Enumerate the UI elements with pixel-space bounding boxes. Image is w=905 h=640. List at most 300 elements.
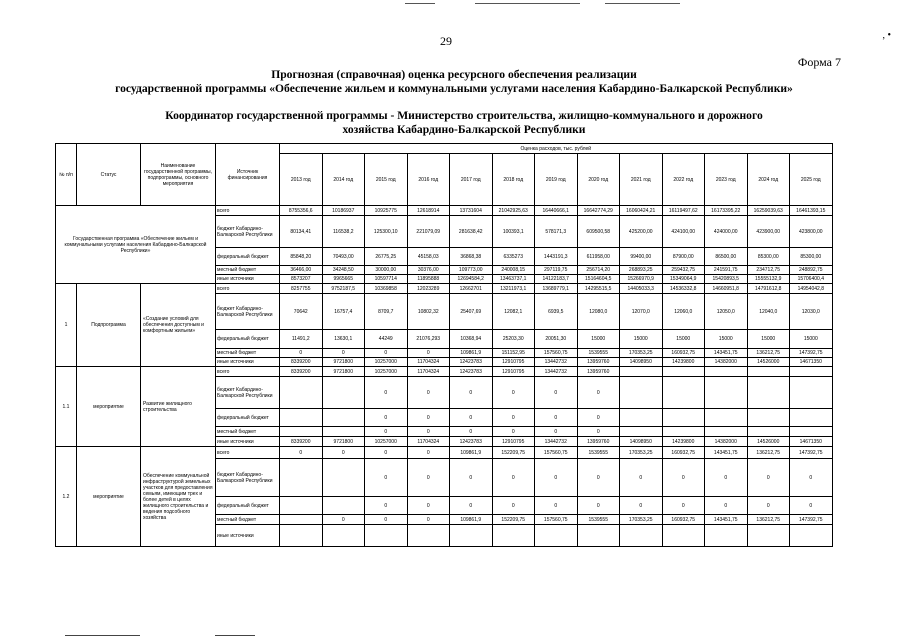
resource-table <box>55 143 833 547</box>
source-label: иные источники <box>216 358 280 367</box>
header-year: 2016 год <box>407 154 450 206</box>
source-label: иные источники <box>216 525 280 547</box>
value-cell: 13689779,1 <box>535 284 578 294</box>
row-name: Развитие жилищного строительства <box>141 367 216 447</box>
value-cell <box>705 525 748 547</box>
value-cell: 0 <box>662 459 705 497</box>
value-cell: 425200,00 <box>620 216 663 248</box>
top-rule <box>605 3 680 4</box>
value-cell: 12030,0 <box>790 294 833 330</box>
value-cell: 11704324 <box>407 358 450 367</box>
value-cell: 25203,30 <box>492 330 535 349</box>
source-label: местный бюджет <box>216 349 280 358</box>
value-cell: 25407,69 <box>450 294 493 330</box>
value-cell: 0 <box>407 349 450 358</box>
value-cell <box>662 409 705 427</box>
value-cell: 9721800 <box>322 367 365 377</box>
value-cell <box>790 427 833 437</box>
table-row <box>56 447 833 459</box>
value-cell: 221079,09 <box>407 216 450 248</box>
value-cell: 8339200 <box>280 358 323 367</box>
value-cell: 8573207 <box>280 275 323 284</box>
form-label: Форма 7 <box>797 55 841 69</box>
value-cell: 14671350 <box>790 437 833 447</box>
header-year: 2013 год <box>280 154 323 206</box>
coordinator-line-1: Координатор государственной программы - Министерство строительства, жилищно-коммунального и дорожного <box>165 109 763 122</box>
value-cell: 8709,7 <box>365 294 408 330</box>
value-cell: 424100,00 <box>662 216 705 248</box>
value-cell: 14660951,8 <box>705 284 748 294</box>
value-cell: 9752187,5 <box>322 284 365 294</box>
value-cell: 10925775 <box>365 206 408 216</box>
scan-mark: , • <box>882 30 891 41</box>
value-cell: 10368,94 <box>450 330 493 349</box>
value-cell: 0 <box>407 377 450 409</box>
source-label: федеральный бюджет <box>216 248 280 266</box>
value-cell: 16440666,1 <box>535 206 578 216</box>
value-cell: 234712,75 <box>747 266 790 275</box>
value-cell: 86500,00 <box>705 248 748 266</box>
value-cell <box>705 367 748 377</box>
source-label: всего <box>216 206 280 216</box>
value-cell: 0 <box>365 427 408 437</box>
value-cell: 14382000 <box>705 437 748 447</box>
value-cell <box>790 409 833 427</box>
value-cell <box>322 459 365 497</box>
value-cell: 0 <box>790 497 833 515</box>
value-cell: 0 <box>365 515 408 525</box>
value-cell: 14671350 <box>790 358 833 367</box>
value-cell: 13731604 <box>450 206 493 216</box>
value-cell: 13959760 <box>577 358 620 367</box>
value-cell: 0 <box>705 459 748 497</box>
value-cell: 11704324 <box>407 437 450 447</box>
bottom-rule <box>65 635 140 636</box>
value-cell <box>747 525 790 547</box>
value-cell <box>535 525 578 547</box>
value-cell: 12662701 <box>450 284 493 294</box>
header-status: Статус <box>77 144 141 206</box>
source-label: иные источники <box>216 437 280 447</box>
value-cell: 0 <box>492 409 535 427</box>
header-year: 2018 год <box>492 154 535 206</box>
value-cell <box>662 427 705 437</box>
row-status: Подпрограмма <box>77 284 141 367</box>
value-cell: 14536332,8 <box>662 284 705 294</box>
header-year: 2014 год <box>322 154 365 206</box>
source-label: местный бюджет <box>216 515 280 525</box>
value-cell <box>747 377 790 409</box>
row-num: 1 <box>56 284 77 367</box>
value-cell: 16119497,62 <box>662 206 705 216</box>
value-cell: 160932,75 <box>662 515 705 525</box>
value-cell: 248892,75 <box>790 266 833 275</box>
value-cell <box>577 525 620 547</box>
value-cell: 11895888 <box>407 275 450 284</box>
value-cell: 147392,75 <box>790 349 833 358</box>
value-cell: 15000 <box>747 330 790 349</box>
value-cell: 10597714 <box>365 275 408 284</box>
value-cell <box>407 525 450 547</box>
value-cell: 11704324 <box>407 367 450 377</box>
value-cell: 9721800 <box>322 358 365 367</box>
value-cell: 14791612,8 <box>747 284 790 294</box>
value-cell: 0 <box>535 497 578 515</box>
value-cell: 136212,75 <box>747 349 790 358</box>
value-cell: 0 <box>280 349 323 358</box>
top-rule <box>475 3 580 4</box>
value-cell: 1539555 <box>577 515 620 525</box>
value-cell <box>747 367 790 377</box>
value-cell: 0 <box>407 447 450 459</box>
value-cell: 157560,75 <box>535 515 578 525</box>
value-cell: 611958,00 <box>577 248 620 266</box>
value-cell: 0 <box>577 427 620 437</box>
value-cell <box>790 367 833 377</box>
value-cell: 0 <box>535 409 578 427</box>
value-cell: 256714,20 <box>577 266 620 275</box>
value-cell: 85848,20 <box>280 248 323 266</box>
value-cell: 0 <box>407 459 450 497</box>
value-cell: 0 <box>280 447 323 459</box>
value-cell: 0 <box>790 459 833 497</box>
value-cell: 160932,75 <box>662 447 705 459</box>
value-cell: 21042925,63 <box>492 206 535 216</box>
value-cell: 0 <box>407 427 450 437</box>
value-cell <box>322 525 365 547</box>
value-cell <box>280 497 323 515</box>
value-cell: 13959760 <box>577 367 620 377</box>
value-cell: 0 <box>365 459 408 497</box>
value-cell: 424000,00 <box>705 216 748 248</box>
value-cell: 423800,00 <box>790 216 833 248</box>
value-cell: 99400,00 <box>620 248 663 266</box>
value-cell <box>790 525 833 547</box>
value-cell: 0 <box>407 515 450 525</box>
value-cell: 0 <box>322 447 365 459</box>
value-cell: 241591,75 <box>705 266 748 275</box>
value-cell: 143451,75 <box>705 515 748 525</box>
value-cell: 0 <box>535 459 578 497</box>
value-cell: 13442732 <box>535 437 578 447</box>
value-cell: 423900,00 <box>747 216 790 248</box>
value-cell: 14295515,5 <box>577 284 620 294</box>
value-cell <box>620 427 663 437</box>
value-cell: 0 <box>450 497 493 515</box>
value-cell: 14239800 <box>662 437 705 447</box>
source-label: бюджет Кабардино-Балкарской Республики <box>216 294 280 330</box>
value-cell: 16461393,15 <box>790 206 833 216</box>
row-name: «Создание условий для обеспечения доступным и комфортным жильем» <box>141 284 216 367</box>
value-cell: 20051,30 <box>535 330 578 349</box>
bottom-rule <box>215 635 255 636</box>
value-cell <box>662 525 705 547</box>
header-year: 2017 год <box>450 154 493 206</box>
source-label: федеральный бюджет <box>216 330 280 349</box>
value-cell: 70642 <box>280 294 323 330</box>
value-cell: 15266970,9 <box>620 275 663 284</box>
value-cell: 136212,75 <box>747 515 790 525</box>
header-year: 2021 год <box>620 154 663 206</box>
value-cell <box>322 409 365 427</box>
value-cell: 15420893,5 <box>705 275 748 284</box>
value-cell: 0 <box>747 497 790 515</box>
value-cell: 259432,75 <box>662 266 705 275</box>
value-cell: 13959760 <box>577 437 620 447</box>
value-cell: 80134,41 <box>280 216 323 248</box>
source-label: всего <box>216 367 280 377</box>
header-num: № п/п <box>56 144 77 206</box>
value-cell: 0 <box>577 409 620 427</box>
source-label: федеральный бюджет <box>216 409 280 427</box>
value-cell: 157560,75 <box>535 349 578 358</box>
value-cell: 12694584,2 <box>450 275 493 284</box>
value-cell: 0 <box>322 349 365 358</box>
title-line-1: Прогнозная (справочная) оценка ресурсного обеспечения реализации <box>271 68 637 81</box>
header-source: Источник финансирования <box>216 144 280 206</box>
value-cell: 13442732 <box>535 367 578 377</box>
source-label: бюджет Кабардино-Балкарской Республики <box>216 459 280 497</box>
value-cell: 16259039,63 <box>747 206 790 216</box>
value-cell: 0 <box>577 497 620 515</box>
table-row <box>56 367 833 377</box>
value-cell: 0 <box>747 459 790 497</box>
page-number: 29 <box>440 34 452 48</box>
coordinator-line-2: хозяйства Кабардино-Балкарской Республики <box>342 123 586 136</box>
value-cell: 8339200 <box>280 437 323 447</box>
value-cell: 14526000 <box>747 437 790 447</box>
value-cell: 45158,03 <box>407 248 450 266</box>
value-cell: 16173395,22 <box>705 206 748 216</box>
value-cell: 12423783 <box>450 358 493 367</box>
value-cell: 10186937 <box>322 206 365 216</box>
value-cell: 147392,75 <box>790 447 833 459</box>
value-cell: 14098950 <box>620 358 663 367</box>
value-cell: 26775,25 <box>365 248 408 266</box>
value-cell <box>280 525 323 547</box>
value-cell: 85300,00 <box>747 248 790 266</box>
value-cell: 1539555 <box>577 447 620 459</box>
value-cell: 12060,0 <box>662 294 705 330</box>
header-name: Наименование государственной программы, подпрограммы, основного мероприятия <box>141 144 216 206</box>
value-cell: 12080,0 <box>577 294 620 330</box>
value-cell <box>705 409 748 427</box>
value-cell <box>705 377 748 409</box>
value-cell: 12070,0 <box>620 294 663 330</box>
value-cell: 8339200 <box>280 367 323 377</box>
value-cell <box>747 409 790 427</box>
value-cell: 16757,4 <box>322 294 365 330</box>
value-cell: 14122183,7 <box>535 275 578 284</box>
value-cell: 10257000 <box>365 437 408 447</box>
value-cell: 578171,3 <box>535 216 578 248</box>
header-year: 2020 год <box>577 154 620 206</box>
header-year: 2019 год <box>535 154 578 206</box>
value-cell: 151152,95 <box>492 349 535 358</box>
value-cell: 13211973,1 <box>492 284 535 294</box>
value-cell: 170353,25 <box>620 447 663 459</box>
value-cell: 170353,25 <box>620 515 663 525</box>
value-cell: 12423783 <box>450 437 493 447</box>
value-cell: 12423783 <box>450 367 493 377</box>
value-cell: 13630,1 <box>322 330 365 349</box>
value-cell: 0 <box>450 377 493 409</box>
value-cell: 11491,2 <box>280 330 323 349</box>
value-cell: 1539555 <box>577 349 620 358</box>
value-cell: 30000,00 <box>365 266 408 275</box>
value-cell: 0 <box>365 409 408 427</box>
value-cell: 85300,00 <box>790 248 833 266</box>
value-cell: 15000 <box>705 330 748 349</box>
value-cell: 0 <box>407 497 450 515</box>
value-cell: 109861,9 <box>450 349 493 358</box>
source-label: иные источники <box>216 275 280 284</box>
value-cell: 12910795 <box>492 358 535 367</box>
value-cell: 36466,00 <box>280 266 323 275</box>
value-cell: 15000 <box>790 330 833 349</box>
value-cell <box>280 515 323 525</box>
value-cell: 9965665 <box>322 275 365 284</box>
value-cell: 12050,0 <box>705 294 748 330</box>
value-cell <box>620 367 663 377</box>
value-cell <box>280 427 323 437</box>
value-cell <box>322 497 365 515</box>
header-expenses: Оценка расходов, тыс. рублей <box>280 144 833 154</box>
value-cell <box>280 409 323 427</box>
source-label: федеральный бюджет <box>216 497 280 515</box>
value-cell <box>322 427 365 437</box>
value-cell: 44249 <box>365 330 408 349</box>
value-cell: 143451,75 <box>705 447 748 459</box>
value-cell: 147392,75 <box>790 515 833 525</box>
value-cell: 0 <box>577 459 620 497</box>
value-cell: 9721800 <box>322 437 365 447</box>
value-cell: 15000 <box>662 330 705 349</box>
value-cell: 10257000 <box>365 367 408 377</box>
value-cell: 0 <box>535 427 578 437</box>
header-year: 2022 год <box>662 154 705 206</box>
row-status: мероприятие <box>77 447 141 547</box>
value-cell: 0 <box>407 409 450 427</box>
row-num: 1.2 <box>56 447 77 547</box>
header-year: 2024 год <box>747 154 790 206</box>
value-cell: 15555132,9 <box>747 275 790 284</box>
value-cell: 14405033,3 <box>620 284 663 294</box>
row-status: мероприятие <box>77 367 141 447</box>
value-cell: 10802,32 <box>407 294 450 330</box>
table-row <box>56 206 833 216</box>
value-cell: 12618914 <box>407 206 450 216</box>
source-label: бюджет Кабардино-Балкарской Республики <box>216 377 280 409</box>
value-cell: 6335273 <box>492 248 535 266</box>
value-cell: 15000 <box>620 330 663 349</box>
value-cell: 0 <box>577 377 620 409</box>
table-row <box>56 284 833 294</box>
top-rule <box>405 3 435 4</box>
value-cell: 6939,5 <box>535 294 578 330</box>
value-cell: 0 <box>620 497 663 515</box>
value-cell: 12023289 <box>407 284 450 294</box>
value-cell <box>280 459 323 497</box>
value-cell: 143451,75 <box>705 349 748 358</box>
value-cell: 0 <box>450 427 493 437</box>
value-cell: 13463737,1 <box>492 275 535 284</box>
value-cell: 109773,00 <box>450 266 493 275</box>
value-cell: 109861,9 <box>450 515 493 525</box>
value-cell: 0 <box>322 515 365 525</box>
value-cell <box>620 377 663 409</box>
value-cell: 16642774,29 <box>577 206 620 216</box>
value-cell: 13442732 <box>535 358 578 367</box>
header-year: 2023 год <box>705 154 748 206</box>
value-cell: 36868,38 <box>450 248 493 266</box>
source-label: бюджет Кабардино-Балкарской Республики <box>216 216 280 248</box>
value-cell: 0 <box>492 427 535 437</box>
value-cell: 0 <box>365 377 408 409</box>
title-line-2: государственной программы «Обеспечение жильем и коммунальными услугами населения Кабардино-Балкарской Республики» <box>115 82 793 95</box>
value-cell <box>790 377 833 409</box>
value-cell: 152209,75 <box>492 515 535 525</box>
program-name: Государственная программа «Обеспечение жильем и коммунальными услугами населения Кабардино-Балкарской Республики» <box>56 206 216 284</box>
value-cell: 12910795 <box>492 367 535 377</box>
value-cell: 12082,1 <box>492 294 535 330</box>
value-cell: 157560,75 <box>535 447 578 459</box>
value-cell: 14239800 <box>662 358 705 367</box>
value-cell <box>662 377 705 409</box>
value-cell: 268893,25 <box>620 266 663 275</box>
header-year: 2025 год <box>790 154 833 206</box>
value-cell: 0 <box>620 459 663 497</box>
value-cell <box>705 427 748 437</box>
value-cell <box>280 377 323 409</box>
value-cell: 8257755 <box>280 284 323 294</box>
value-cell: 136212,75 <box>747 447 790 459</box>
value-cell: 87900,00 <box>662 248 705 266</box>
value-cell: 8755356,6 <box>280 206 323 216</box>
value-cell: 14526000 <box>747 358 790 367</box>
value-cell: 116538,2 <box>322 216 365 248</box>
value-cell: 0 <box>365 349 408 358</box>
value-cell: 0 <box>450 459 493 497</box>
value-cell: 16060424,21 <box>620 206 663 216</box>
value-cell: 15349064,9 <box>662 275 705 284</box>
value-cell: 240008,15 <box>492 266 535 275</box>
value-cell: 152209,75 <box>492 447 535 459</box>
value-cell: 0 <box>662 497 705 515</box>
value-cell: 0 <box>705 497 748 515</box>
source-label: всего <box>216 284 280 294</box>
value-cell: 21076,293 <box>407 330 450 349</box>
page-title <box>30 68 878 96</box>
value-cell: 12910795 <box>492 437 535 447</box>
value-cell: 14382000 <box>705 358 748 367</box>
value-cell: 30376,00 <box>407 266 450 275</box>
value-cell: 160932,75 <box>662 349 705 358</box>
value-cell: 170353,25 <box>620 349 663 358</box>
value-cell: 15000 <box>577 330 620 349</box>
value-cell: 109861,9 <box>450 447 493 459</box>
value-cell: 15164604,5 <box>577 275 620 284</box>
value-cell: 34248,50 <box>322 266 365 275</box>
header-year: 2015 год <box>365 154 408 206</box>
value-cell: 100393,1 <box>492 216 535 248</box>
value-cell: 0 <box>450 409 493 427</box>
row-num: 1.1 <box>56 367 77 447</box>
value-cell: 281638,42 <box>450 216 493 248</box>
value-cell: 10369858 <box>365 284 408 294</box>
value-cell: 0 <box>365 497 408 515</box>
row-name: Обеспечение коммунальной инфраструктурой земельных участков для предоставления семьям, имеющим трех и более детей в целях жилищного строительства и ведения подсобного хозяйства <box>141 447 216 547</box>
